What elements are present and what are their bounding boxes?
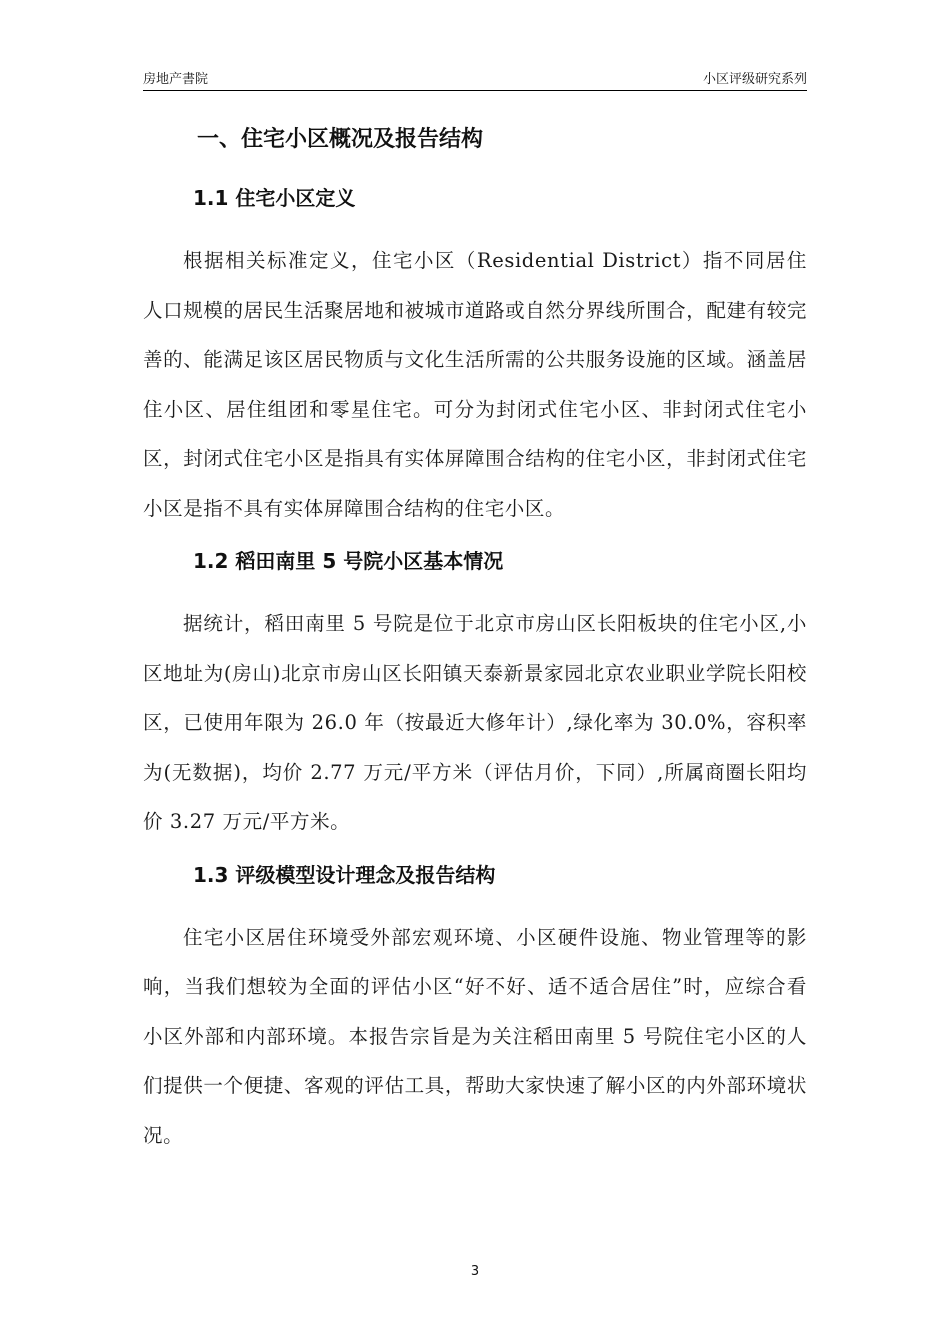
header-publisher: 房地产書院	[143, 72, 209, 87]
page-content	[143, 118, 807, 1160]
section-heading-definition: 1.1 住宅小区定义	[193, 186, 356, 210]
definition-paragraph: 根据相关标准定义，住宅小区（Residential District）指不同居住人口规模的居民生活聚居地和被城市道路或自然分界线所围合，配建有较完善的、能满足该区居民物质与文化生活所需的公共服务设施的区域。涵盖居住小区、居住组团和零星住宅。可分为封闭式住宅小区、非封闭式住宅小区，封闭式住宅小区是指具有实体屏障围合结构的住宅小区，非封闭式住宅小区是指不具有实体屏障围合结构的住宅小区。	[143, 249, 807, 520]
header-series-title: 小区评级研究系列	[702, 72, 807, 87]
page-number: 3	[470, 1264, 480, 1279]
section-heading-model-design: 1.3 评级模型设计理念及报告结构	[193, 862, 496, 887]
basic-info-paragraph: 据统计，稻田南里 5 号院是位于北京市房山区长阳板块的住宅小区,小区地址为(房山)北京市房山区长阳镇天泰新景家园北京农业职业学院长阳校区，已使用年限为 26.0 年（按最近大修年计）,绿化率为 30.0%，容积率为(无数据)，均价 2.77 万元/平方米（评估月价，下同）,所属商圈长阳均价 3.27 万元/平方米。	[143, 612, 807, 833]
chapter-title: 一、住宅小区概况及报告结构	[197, 127, 484, 152]
section-heading-basic-info: 1.2 稻田南里 5 号院小区基本情况	[193, 549, 504, 573]
page-header	[143, 66, 807, 91]
model-design-paragraph: 住宅小区居住环境受外部宏观环境、小区硬件设施、物业管理等的影响，当我们想较为全面的评估小区“好不好、适不适合居住”时，应综合看小区外部和内部环境。本报告宗旨是为关注稻田南里 5 号院住宅小区的人们提供一个便捷、客观的评估工具，帮助大家快速了解小区的内外部环境状况。	[143, 925, 807, 1147]
